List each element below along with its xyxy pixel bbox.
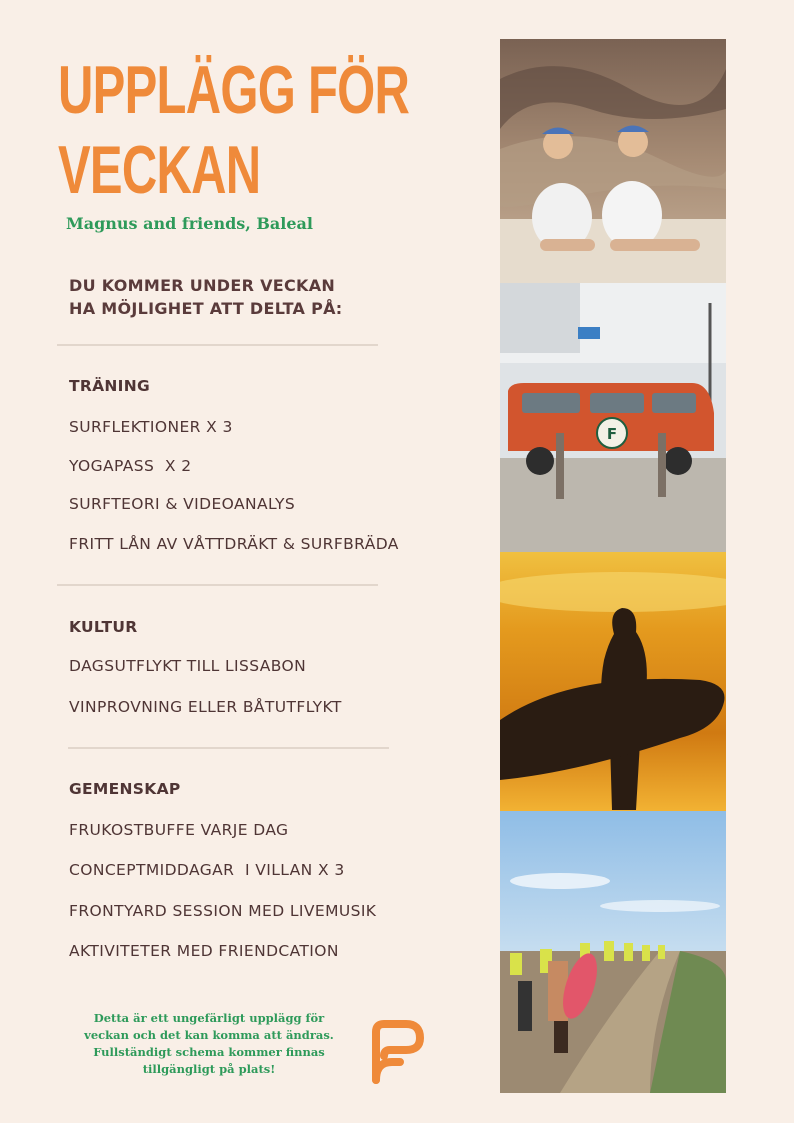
section-heading-gemenskap: GEMENSKAP (69, 780, 181, 798)
list-item: SURFTEORI & VIDEOANALYS (69, 495, 296, 513)
footer-note (84, 1010, 334, 1078)
intro-text (69, 274, 343, 320)
group-walking-to-beach-photo (500, 811, 726, 1093)
list-item: DAGSUTFLYKT TILL LISSABON (69, 657, 307, 675)
section-heading-traning: TRÄNING (69, 377, 151, 395)
note-line-2: veckan och det kan komma att ändras. (84, 1028, 334, 1042)
list-item: VINPROVNING ELLER BÅTUTFLYKT (69, 698, 342, 716)
list-item: CONCEPTMIDDAGAR I VILLAN X 3 (69, 861, 345, 879)
list-item: FRITT LÅN AV VÅTTDRÄKT & SURFBRÄDA (69, 535, 399, 553)
note-line-4: tillgängligt på plats! (142, 1062, 276, 1076)
page-title (58, 50, 410, 210)
orange-van-photo (500, 283, 726, 552)
list-item: FRONTYARD SESSION MED LIVEMUSIK (69, 902, 377, 920)
title-line-2: VECKAN (58, 132, 261, 208)
intro-line-2: HA MÖJLIGHET ATT DELTA PÅ: (69, 299, 343, 318)
surfer-silhouette-sunset-photo (500, 552, 726, 811)
friendcation-f-logo-icon (366, 1018, 428, 1084)
section-heading-kultur: KULTUR (69, 618, 138, 636)
list-item: SURFLEKTIONER X 3 (69, 418, 233, 436)
note-line-1: Detta är ett ungefärligt upplägg för (93, 1011, 325, 1025)
van-badge-letter: F (606, 425, 618, 443)
divider-3 (68, 747, 389, 749)
two-women-sitting-on-rocks-photo (500, 39, 726, 283)
divider-2 (57, 584, 378, 586)
subtitle: Magnus and friends, Baleal (66, 214, 313, 233)
list-item: YOGAPASS X 2 (69, 457, 192, 475)
list-item: AKTIVITETER MED FRIENDCATION (69, 942, 339, 960)
note-line-3: Fullständigt schema kommer finnas (93, 1045, 325, 1059)
divider-1 (57, 344, 378, 346)
intro-line-1: DU KOMMER UNDER VECKAN (69, 276, 336, 295)
title-line-1: UPPLÄGG FÖR (58, 52, 410, 128)
list-item: FRUKOSTBUFFE VARJE DAG (69, 821, 289, 839)
